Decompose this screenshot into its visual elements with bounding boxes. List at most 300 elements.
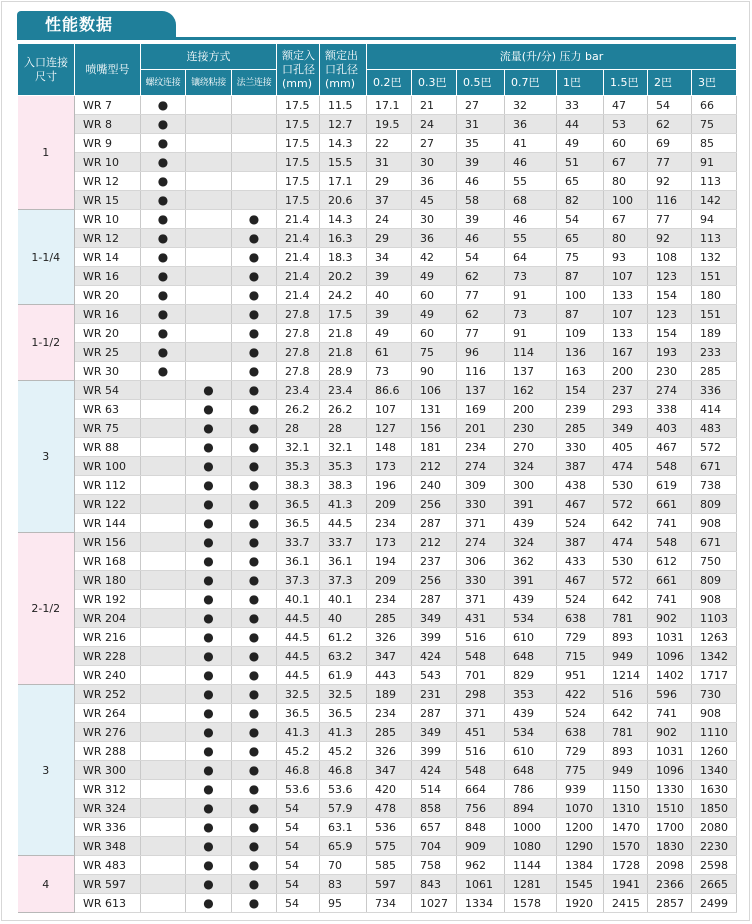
empty-connection-cell bbox=[141, 894, 186, 913]
bonded-connection-dot: ● bbox=[186, 818, 232, 837]
header-connection: 连接方式 bbox=[141, 44, 277, 70]
flow-cell: 75 bbox=[557, 248, 604, 267]
flange-connection-dot: ● bbox=[232, 495, 277, 514]
inlet-size-cell: 1-1/4 bbox=[18, 210, 75, 305]
flow-cell: 353 bbox=[505, 685, 557, 704]
rated-outlet-cell: 32.5 bbox=[320, 685, 367, 704]
bonded-connection-dot: ● bbox=[186, 590, 232, 609]
table-row bbox=[18, 552, 737, 571]
flow-cell: 162 bbox=[505, 381, 557, 400]
table-row bbox=[18, 153, 737, 172]
flow-cell: 1920 bbox=[557, 894, 604, 913]
flange-connection-dot: ● bbox=[232, 837, 277, 856]
model-cell: WR 10 bbox=[75, 210, 141, 229]
empty-connection-cell bbox=[232, 172, 277, 191]
model-cell: WR 144 bbox=[75, 514, 141, 533]
flow-cell: 657 bbox=[412, 818, 457, 837]
page-title: 性能数据 bbox=[17, 11, 176, 38]
flow-cell: 894 bbox=[505, 799, 557, 818]
model-cell: WR 16 bbox=[75, 305, 141, 324]
flow-cell: 893 bbox=[604, 628, 648, 647]
flow-cell: 24 bbox=[412, 115, 457, 134]
flow-cell: 483 bbox=[692, 419, 737, 438]
model-cell: WR 324 bbox=[75, 799, 141, 818]
flow-cell: 77 bbox=[457, 286, 505, 305]
flow-cell: 306 bbox=[457, 552, 505, 571]
table-row bbox=[18, 229, 737, 248]
flow-cell: 1103 bbox=[692, 609, 737, 628]
flow-cell: 287 bbox=[412, 514, 457, 533]
flow-cell: 324 bbox=[505, 533, 557, 552]
flow-cell: 422 bbox=[557, 685, 604, 704]
rated-inlet-cell: 32.1 bbox=[277, 438, 320, 457]
flow-cell: 2230 bbox=[692, 837, 737, 856]
flow-cell: 1630 bbox=[692, 780, 737, 799]
flow-cell: 548 bbox=[648, 457, 692, 476]
model-cell: WR 613 bbox=[75, 894, 141, 913]
bonded-connection-dot: ● bbox=[186, 457, 232, 476]
flow-cell: 431 bbox=[457, 609, 505, 628]
flow-cell: 67 bbox=[604, 153, 648, 172]
model-cell: WR 12 bbox=[75, 172, 141, 191]
model-cell: WR 16 bbox=[75, 267, 141, 286]
flow-cell: 107 bbox=[604, 267, 648, 286]
flow-cell: 194 bbox=[367, 552, 412, 571]
flow-cell: 467 bbox=[557, 495, 604, 514]
bonded-connection-dot: ● bbox=[186, 856, 232, 875]
rated-outlet-cell: 37.3 bbox=[320, 571, 367, 590]
header-conn-bonded: 镶绕粘接 bbox=[186, 70, 232, 96]
flange-connection-dot: ● bbox=[232, 875, 277, 894]
rated-inlet-cell: 38.3 bbox=[277, 476, 320, 495]
flow-cell: 750 bbox=[692, 552, 737, 571]
table-row bbox=[18, 134, 737, 153]
flow-cell: 848 bbox=[457, 818, 505, 837]
flow-cell: 53 bbox=[604, 115, 648, 134]
flow-cell: 474 bbox=[604, 533, 648, 552]
flow-cell: 49 bbox=[412, 267, 457, 286]
table-row bbox=[18, 495, 737, 514]
flow-cell: 285 bbox=[557, 419, 604, 438]
flow-cell: 256 bbox=[412, 571, 457, 590]
table-row bbox=[18, 210, 737, 229]
flow-cell: 1850 bbox=[692, 799, 737, 818]
model-cell: WR 75 bbox=[75, 419, 141, 438]
flow-cell: 212 bbox=[412, 457, 457, 476]
rated-inlet-cell: 37.3 bbox=[277, 571, 320, 590]
bonded-connection-dot: ● bbox=[186, 400, 232, 419]
flow-cell: 1263 bbox=[692, 628, 737, 647]
rated-inlet-cell: 54 bbox=[277, 818, 320, 837]
flange-connection-dot: ● bbox=[232, 818, 277, 837]
rated-outlet-cell: 24.2 bbox=[320, 286, 367, 305]
rated-outlet-cell: 12.7 bbox=[320, 115, 367, 134]
bonded-connection-dot: ● bbox=[186, 552, 232, 571]
table-row bbox=[18, 685, 737, 704]
flow-cell: 387 bbox=[557, 457, 604, 476]
rated-outlet-cell: 28.9 bbox=[320, 362, 367, 381]
table-body bbox=[18, 96, 737, 913]
table-row bbox=[18, 267, 737, 286]
flow-cell: 17.1 bbox=[367, 96, 412, 115]
flow-cell: 585 bbox=[367, 856, 412, 875]
model-cell: WR 336 bbox=[75, 818, 141, 837]
flow-cell: 298 bbox=[457, 685, 505, 704]
flow-cell: 31 bbox=[367, 153, 412, 172]
flow-cell: 27 bbox=[412, 134, 457, 153]
empty-connection-cell bbox=[186, 115, 232, 134]
flow-cell: 270 bbox=[505, 438, 557, 457]
model-cell: WR 264 bbox=[75, 704, 141, 723]
model-cell: WR 597 bbox=[75, 875, 141, 894]
rated-inlet-cell: 46.8 bbox=[277, 761, 320, 780]
flow-cell: 209 bbox=[367, 571, 412, 590]
flow-cell: 371 bbox=[457, 514, 505, 533]
flow-cell: 715 bbox=[557, 647, 604, 666]
flow-cell: 285 bbox=[692, 362, 737, 381]
flow-cell: 131 bbox=[412, 400, 457, 419]
rated-inlet-cell: 27.8 bbox=[277, 324, 320, 343]
table-row bbox=[18, 742, 737, 761]
flow-cell: 44 bbox=[557, 115, 604, 134]
flow-cell: 349 bbox=[412, 723, 457, 742]
flow-cell: 181 bbox=[412, 438, 457, 457]
model-cell: WR 54 bbox=[75, 381, 141, 400]
table-row bbox=[18, 533, 737, 552]
header-rated-outlet: 额定出口孔径(mm) bbox=[320, 44, 367, 96]
flow-cell: 575 bbox=[367, 837, 412, 856]
table-row bbox=[18, 305, 737, 324]
flow-cell: 664 bbox=[457, 780, 505, 799]
flange-connection-dot: ● bbox=[232, 457, 277, 476]
flow-cell: 209 bbox=[367, 495, 412, 514]
empty-connection-cell bbox=[141, 381, 186, 400]
flow-cell: 516 bbox=[457, 628, 505, 647]
flow-cell: 2080 bbox=[692, 818, 737, 837]
rated-outlet-cell: 53.6 bbox=[320, 780, 367, 799]
model-cell: WR 168 bbox=[75, 552, 141, 571]
flow-cell: 113 bbox=[692, 229, 737, 248]
empty-connection-cell bbox=[141, 647, 186, 666]
flow-cell: 37 bbox=[367, 191, 412, 210]
empty-connection-cell bbox=[186, 324, 232, 343]
flow-cell: 741 bbox=[648, 514, 692, 533]
flow-cell: 371 bbox=[457, 704, 505, 723]
rated-outlet-cell: 38.3 bbox=[320, 476, 367, 495]
model-cell: WR 30 bbox=[75, 362, 141, 381]
empty-connection-cell bbox=[141, 799, 186, 818]
empty-connection-cell bbox=[141, 837, 186, 856]
flange-connection-dot: ● bbox=[232, 419, 277, 438]
flow-cell: 32 bbox=[505, 96, 557, 115]
flow-cell: 29 bbox=[367, 229, 412, 248]
flow-cell: 758 bbox=[412, 856, 457, 875]
flow-cell: 1070 bbox=[557, 799, 604, 818]
flow-cell: 399 bbox=[412, 628, 457, 647]
empty-connection-cell bbox=[186, 248, 232, 267]
model-cell: WR 112 bbox=[75, 476, 141, 495]
flow-cell: 648 bbox=[505, 647, 557, 666]
threaded-connection-dot: ● bbox=[141, 191, 186, 210]
flange-connection-dot: ● bbox=[232, 248, 277, 267]
rated-outlet-cell: 23.4 bbox=[320, 381, 367, 400]
flow-cell: 67 bbox=[604, 210, 648, 229]
rated-outlet-cell: 40.1 bbox=[320, 590, 367, 609]
table-row bbox=[18, 723, 737, 742]
inlet-size-cell: 3 bbox=[18, 685, 75, 856]
empty-connection-cell bbox=[141, 438, 186, 457]
rated-inlet-cell: 26.2 bbox=[277, 400, 320, 419]
flow-cell: 287 bbox=[412, 590, 457, 609]
flow-cell: 638 bbox=[557, 609, 604, 628]
table-row bbox=[18, 286, 737, 305]
flow-cell: 1342 bbox=[692, 647, 737, 666]
flow-cell: 77 bbox=[457, 324, 505, 343]
table-row bbox=[18, 609, 737, 628]
flow-cell: 107 bbox=[604, 305, 648, 324]
flow-cell: 902 bbox=[648, 609, 692, 628]
flow-cell: 387 bbox=[557, 533, 604, 552]
flange-connection-dot: ● bbox=[232, 343, 277, 362]
table-row bbox=[18, 419, 737, 438]
empty-connection-cell bbox=[141, 400, 186, 419]
rated-outlet-cell: 40 bbox=[320, 609, 367, 628]
flow-cell: 200 bbox=[604, 362, 648, 381]
flow-cell: 60 bbox=[412, 324, 457, 343]
rated-inlet-cell: 23.4 bbox=[277, 381, 320, 400]
model-cell: WR 25 bbox=[75, 343, 141, 362]
flow-cell: 1096 bbox=[648, 647, 692, 666]
flow-cell: 137 bbox=[505, 362, 557, 381]
rated-inlet-cell: 53.6 bbox=[277, 780, 320, 799]
flange-connection-dot: ● bbox=[232, 647, 277, 666]
flow-cell: 371 bbox=[457, 590, 505, 609]
bonded-connection-dot: ● bbox=[186, 761, 232, 780]
flange-connection-dot: ● bbox=[232, 400, 277, 419]
flange-connection-dot: ● bbox=[232, 609, 277, 628]
empty-connection-cell bbox=[141, 533, 186, 552]
flow-cell: 193 bbox=[648, 343, 692, 362]
flow-cell: 69 bbox=[648, 134, 692, 153]
flow-cell: 169 bbox=[457, 400, 505, 419]
empty-connection-cell bbox=[186, 210, 232, 229]
flow-cell: 96 bbox=[457, 343, 505, 362]
flange-connection-dot: ● bbox=[232, 685, 277, 704]
threaded-connection-dot: ● bbox=[141, 324, 186, 343]
flow-cell: 40 bbox=[367, 286, 412, 305]
model-cell: WR 204 bbox=[75, 609, 141, 628]
rated-inlet-cell: 33.7 bbox=[277, 533, 320, 552]
empty-connection-cell bbox=[232, 134, 277, 153]
rated-outlet-cell: 33.7 bbox=[320, 533, 367, 552]
flange-connection-dot: ● bbox=[232, 210, 277, 229]
rated-inlet-cell: 54 bbox=[277, 856, 320, 875]
flow-cell: 349 bbox=[604, 419, 648, 438]
table-row bbox=[18, 780, 737, 799]
flow-cell: 201 bbox=[457, 419, 505, 438]
flow-cell: 41 bbox=[505, 134, 557, 153]
flow-cell: 1334 bbox=[457, 894, 505, 913]
empty-connection-cell bbox=[186, 191, 232, 210]
model-cell: WR 216 bbox=[75, 628, 141, 647]
rated-outlet-cell: 63.2 bbox=[320, 647, 367, 666]
empty-connection-cell bbox=[141, 780, 186, 799]
flow-cell: 234 bbox=[457, 438, 505, 457]
inlet-size-cell: 1 bbox=[18, 96, 75, 210]
flow-cell: 1080 bbox=[505, 837, 557, 856]
flow-cell: 781 bbox=[604, 723, 648, 742]
empty-connection-cell bbox=[141, 457, 186, 476]
flow-cell: 1510 bbox=[648, 799, 692, 818]
header-pressure: 0.3巴 bbox=[412, 70, 457, 96]
flow-cell: 94 bbox=[692, 210, 737, 229]
flow-cell: 1384 bbox=[557, 856, 604, 875]
flow-cell: 91 bbox=[505, 286, 557, 305]
inlet-size-cell: 3 bbox=[18, 381, 75, 533]
flow-cell: 93 bbox=[604, 248, 648, 267]
rated-outlet-cell: 36.1 bbox=[320, 552, 367, 571]
flow-cell: 908 bbox=[692, 514, 737, 533]
rated-outlet-cell: 57.9 bbox=[320, 799, 367, 818]
bonded-connection-dot: ● bbox=[186, 609, 232, 628]
flange-connection-dot: ● bbox=[232, 761, 277, 780]
flow-cell: 1717 bbox=[692, 666, 737, 685]
flow-cell: 87 bbox=[557, 305, 604, 324]
flow-cell: 324 bbox=[505, 457, 557, 476]
flow-cell: 239 bbox=[557, 400, 604, 419]
flow-cell: 45 bbox=[412, 191, 457, 210]
rated-outlet-cell: 16.3 bbox=[320, 229, 367, 248]
flow-cell: 2665 bbox=[692, 875, 737, 894]
bonded-connection-dot: ● bbox=[186, 666, 232, 685]
flow-cell: 39 bbox=[367, 305, 412, 324]
rated-inlet-cell: 36.5 bbox=[277, 514, 320, 533]
flange-connection-dot: ● bbox=[232, 286, 277, 305]
flow-cell: 73 bbox=[505, 267, 557, 286]
flow-cell: 516 bbox=[457, 742, 505, 761]
flow-cell: 451 bbox=[457, 723, 505, 742]
table-row bbox=[18, 704, 737, 723]
rated-inlet-cell: 44.5 bbox=[277, 666, 320, 685]
bonded-connection-dot: ● bbox=[186, 837, 232, 856]
flow-cell: 530 bbox=[604, 552, 648, 571]
flow-cell: 46 bbox=[505, 210, 557, 229]
threaded-connection-dot: ● bbox=[141, 248, 186, 267]
flow-cell: 443 bbox=[367, 666, 412, 685]
flow-cell: 189 bbox=[692, 324, 737, 343]
rated-outlet-cell: 46.8 bbox=[320, 761, 367, 780]
flange-connection-dot: ● bbox=[232, 799, 277, 818]
threaded-connection-dot: ● bbox=[141, 115, 186, 134]
flange-connection-dot: ● bbox=[232, 305, 277, 324]
rated-outlet-cell: 61.2 bbox=[320, 628, 367, 647]
flow-cell: 55 bbox=[505, 172, 557, 191]
model-cell: WR 63 bbox=[75, 400, 141, 419]
flow-cell: 309 bbox=[457, 476, 505, 495]
header-pressure: 2巴 bbox=[648, 70, 692, 96]
flow-cell: 1470 bbox=[604, 818, 648, 837]
flow-cell: 1402 bbox=[648, 666, 692, 685]
flow-cell: 902 bbox=[648, 723, 692, 742]
model-cell: WR 192 bbox=[75, 590, 141, 609]
rated-inlet-cell: 21.4 bbox=[277, 286, 320, 305]
flow-cell: 300 bbox=[505, 476, 557, 495]
header-pressure: 1巴 bbox=[557, 70, 604, 96]
flow-cell: 189 bbox=[367, 685, 412, 704]
table-row bbox=[18, 343, 737, 362]
flow-cell: 474 bbox=[604, 457, 648, 476]
rated-inlet-cell: 21.4 bbox=[277, 229, 320, 248]
flow-cell: 22 bbox=[367, 134, 412, 153]
model-cell: WR 228 bbox=[75, 647, 141, 666]
rated-inlet-cell: 17.5 bbox=[277, 191, 320, 210]
flow-cell: 75 bbox=[412, 343, 457, 362]
flow-cell: 24 bbox=[367, 210, 412, 229]
flange-connection-dot: ● bbox=[232, 666, 277, 685]
flow-cell: 610 bbox=[505, 628, 557, 647]
flow-cell: 597 bbox=[367, 875, 412, 894]
flow-cell: 62 bbox=[457, 305, 505, 324]
flow-cell: 66 bbox=[692, 96, 737, 115]
empty-connection-cell bbox=[232, 191, 277, 210]
flow-cell: 534 bbox=[505, 723, 557, 742]
rated-outlet-cell: 83 bbox=[320, 875, 367, 894]
flow-cell: 734 bbox=[367, 894, 412, 913]
bonded-connection-dot: ● bbox=[186, 780, 232, 799]
rated-outlet-cell: 20.6 bbox=[320, 191, 367, 210]
rated-outlet-cell: 32.1 bbox=[320, 438, 367, 457]
flow-cell: 87 bbox=[557, 267, 604, 286]
empty-connection-cell bbox=[141, 742, 186, 761]
flow-cell: 231 bbox=[412, 685, 457, 704]
flow-cell: 572 bbox=[604, 571, 648, 590]
bonded-connection-dot: ● bbox=[186, 495, 232, 514]
rated-inlet-cell: 36.5 bbox=[277, 495, 320, 514]
rated-inlet-cell: 54 bbox=[277, 799, 320, 818]
flow-cell: 524 bbox=[557, 704, 604, 723]
empty-connection-cell bbox=[232, 96, 277, 115]
flow-cell: 29 bbox=[367, 172, 412, 191]
rated-outlet-cell: 14.3 bbox=[320, 210, 367, 229]
flow-cell: 136 bbox=[557, 343, 604, 362]
flow-cell: 330 bbox=[457, 571, 505, 590]
table-row bbox=[18, 761, 737, 780]
inlet-size-cell: 1-1/2 bbox=[18, 305, 75, 381]
table-row bbox=[18, 647, 737, 666]
flow-cell: 642 bbox=[604, 514, 648, 533]
rated-inlet-cell: 41.3 bbox=[277, 723, 320, 742]
flow-cell: 326 bbox=[367, 628, 412, 647]
flow-cell: 285 bbox=[367, 609, 412, 628]
model-cell: WR 240 bbox=[75, 666, 141, 685]
flow-cell: 31 bbox=[457, 115, 505, 134]
flow-cell: 516 bbox=[604, 685, 648, 704]
table-row bbox=[18, 514, 737, 533]
rated-inlet-cell: 54 bbox=[277, 894, 320, 913]
flow-cell: 843 bbox=[412, 875, 457, 894]
flow-cell: 285 bbox=[367, 723, 412, 742]
flow-cell: 234 bbox=[367, 514, 412, 533]
flow-cell: 19.5 bbox=[367, 115, 412, 134]
bonded-connection-dot: ● bbox=[186, 628, 232, 647]
flow-cell: 55 bbox=[505, 229, 557, 248]
empty-connection-cell bbox=[186, 343, 232, 362]
flow-cell: 1310 bbox=[604, 799, 648, 818]
flange-connection-dot: ● bbox=[232, 552, 277, 571]
flow-cell: 35 bbox=[457, 134, 505, 153]
empty-connection-cell bbox=[141, 419, 186, 438]
rated-inlet-cell: 54 bbox=[277, 837, 320, 856]
